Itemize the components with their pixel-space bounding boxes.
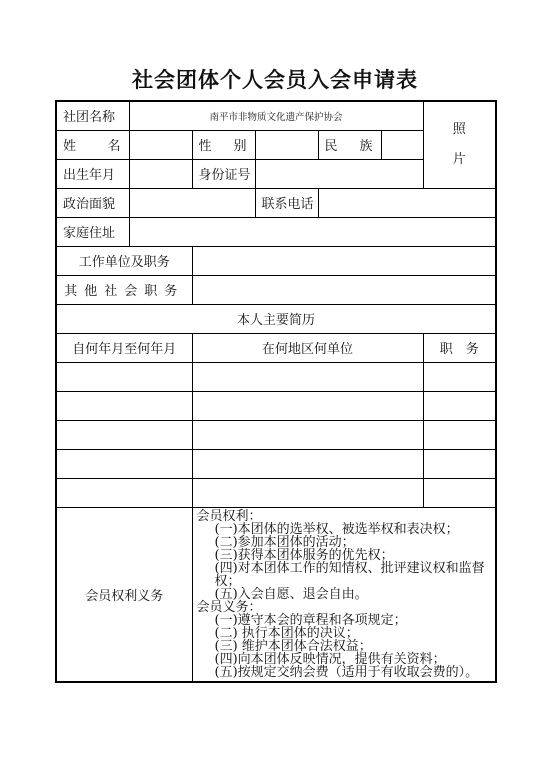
duties-title: 会员义务： — [196, 599, 262, 615]
resume-period-cell[interactable] — [56, 420, 192, 449]
resume-place-cell[interactable] — [192, 362, 423, 391]
resume-place-cell[interactable] — [192, 478, 423, 507]
resume-row — [56, 420, 496, 449]
other-roles-field[interactable] — [192, 275, 496, 304]
resume-row — [56, 391, 496, 420]
rights-duties-label: 会员权利义务 — [56, 507, 192, 682]
resume-post-cell[interactable] — [423, 420, 496, 449]
resume-col-place: 在何地区何单位 — [192, 333, 423, 362]
resume-row — [56, 449, 496, 478]
right-item: (一)本团体的选举权、被选举权和表决权； — [214, 521, 459, 537]
resume-row — [56, 362, 496, 391]
right-item: (三)获得本团体服务的优先权； — [214, 547, 394, 563]
resume-place-cell[interactable] — [192, 420, 423, 449]
resume-place-cell[interactable] — [192, 391, 423, 420]
resume-post-cell[interactable] — [423, 391, 496, 420]
rights-duties-text — [192, 507, 496, 682]
resume-col-period: 自何年月至何年月 — [56, 333, 192, 362]
politics-field[interactable] — [129, 188, 255, 217]
right-item: (二)参加本团体的活动； — [214, 534, 355, 550]
org-name-value[interactable]: 南平市非物质文化遗产保护协会 — [129, 101, 423, 130]
resume-post-cell[interactable] — [423, 449, 496, 478]
id-number-label: 身份证号 — [192, 159, 255, 188]
duty-item: (五)按规定交纳会费（适用于有收取会费的）。 — [214, 664, 479, 680]
work-field[interactable] — [192, 246, 496, 275]
id-number-field[interactable] — [255, 159, 423, 188]
ethnic-field[interactable] — [381, 130, 423, 159]
right-item: (四)对本团体工作的知情权、批评建议权和监督权； — [214, 560, 485, 589]
birth-label: 出生年月 — [56, 159, 129, 188]
org-name-label: 社团名称 — [56, 101, 129, 130]
application-form-table — [55, 100, 497, 683]
resume-place-cell[interactable] — [192, 449, 423, 478]
resume-period-cell[interactable] — [56, 362, 192, 391]
ethnic-label: 民 族 — [318, 130, 381, 159]
duty-item: (二) 执行本团体的决议； — [214, 625, 359, 641]
gender-label: 性 别 — [192, 130, 255, 159]
address-field[interactable] — [129, 217, 496, 246]
gender-field[interactable] — [255, 130, 318, 159]
duty-item: (三) 维护本团体合法权益； — [214, 638, 372, 654]
birth-field[interactable] — [129, 159, 192, 188]
other-roles-label: 其他社会职务 — [56, 275, 192, 304]
photo-label-bottom: 片 — [452, 151, 466, 167]
photo-box[interactable] — [423, 101, 496, 188]
resume-post-cell[interactable] — [423, 362, 496, 391]
duty-item: (一)遵守本会的章程和各项规定； — [214, 612, 407, 628]
rights-title: 会员权利： — [196, 508, 262, 524]
resume-post-cell[interactable] — [423, 478, 496, 507]
politics-label: 政治面貌 — [56, 188, 129, 217]
right-item: (五)入会自愿、退会自由。 — [214, 586, 368, 602]
duty-item: (四)向本团体反映情况，提供有关资料； — [214, 651, 446, 667]
work-label: 工作单位及职务 — [56, 246, 192, 275]
address-label: 家庭住址 — [56, 217, 129, 246]
resume-row — [56, 478, 496, 507]
resume-period-cell[interactable] — [56, 478, 192, 507]
form-title: 社会团体个人会员入会申请表 — [132, 67, 418, 92]
phone-label: 联系电话 — [255, 188, 318, 217]
resume-col-post: 职 务 — [423, 333, 496, 362]
resume-period-cell[interactable] — [56, 449, 192, 478]
phone-field[interactable] — [318, 188, 496, 217]
photo-label-top: 照 — [452, 121, 466, 137]
name-label: 姓 名 — [56, 130, 129, 159]
resume-heading: 本人主要简历 — [56, 304, 496, 333]
resume-period-cell[interactable] — [56, 391, 192, 420]
name-field[interactable] — [129, 130, 192, 159]
